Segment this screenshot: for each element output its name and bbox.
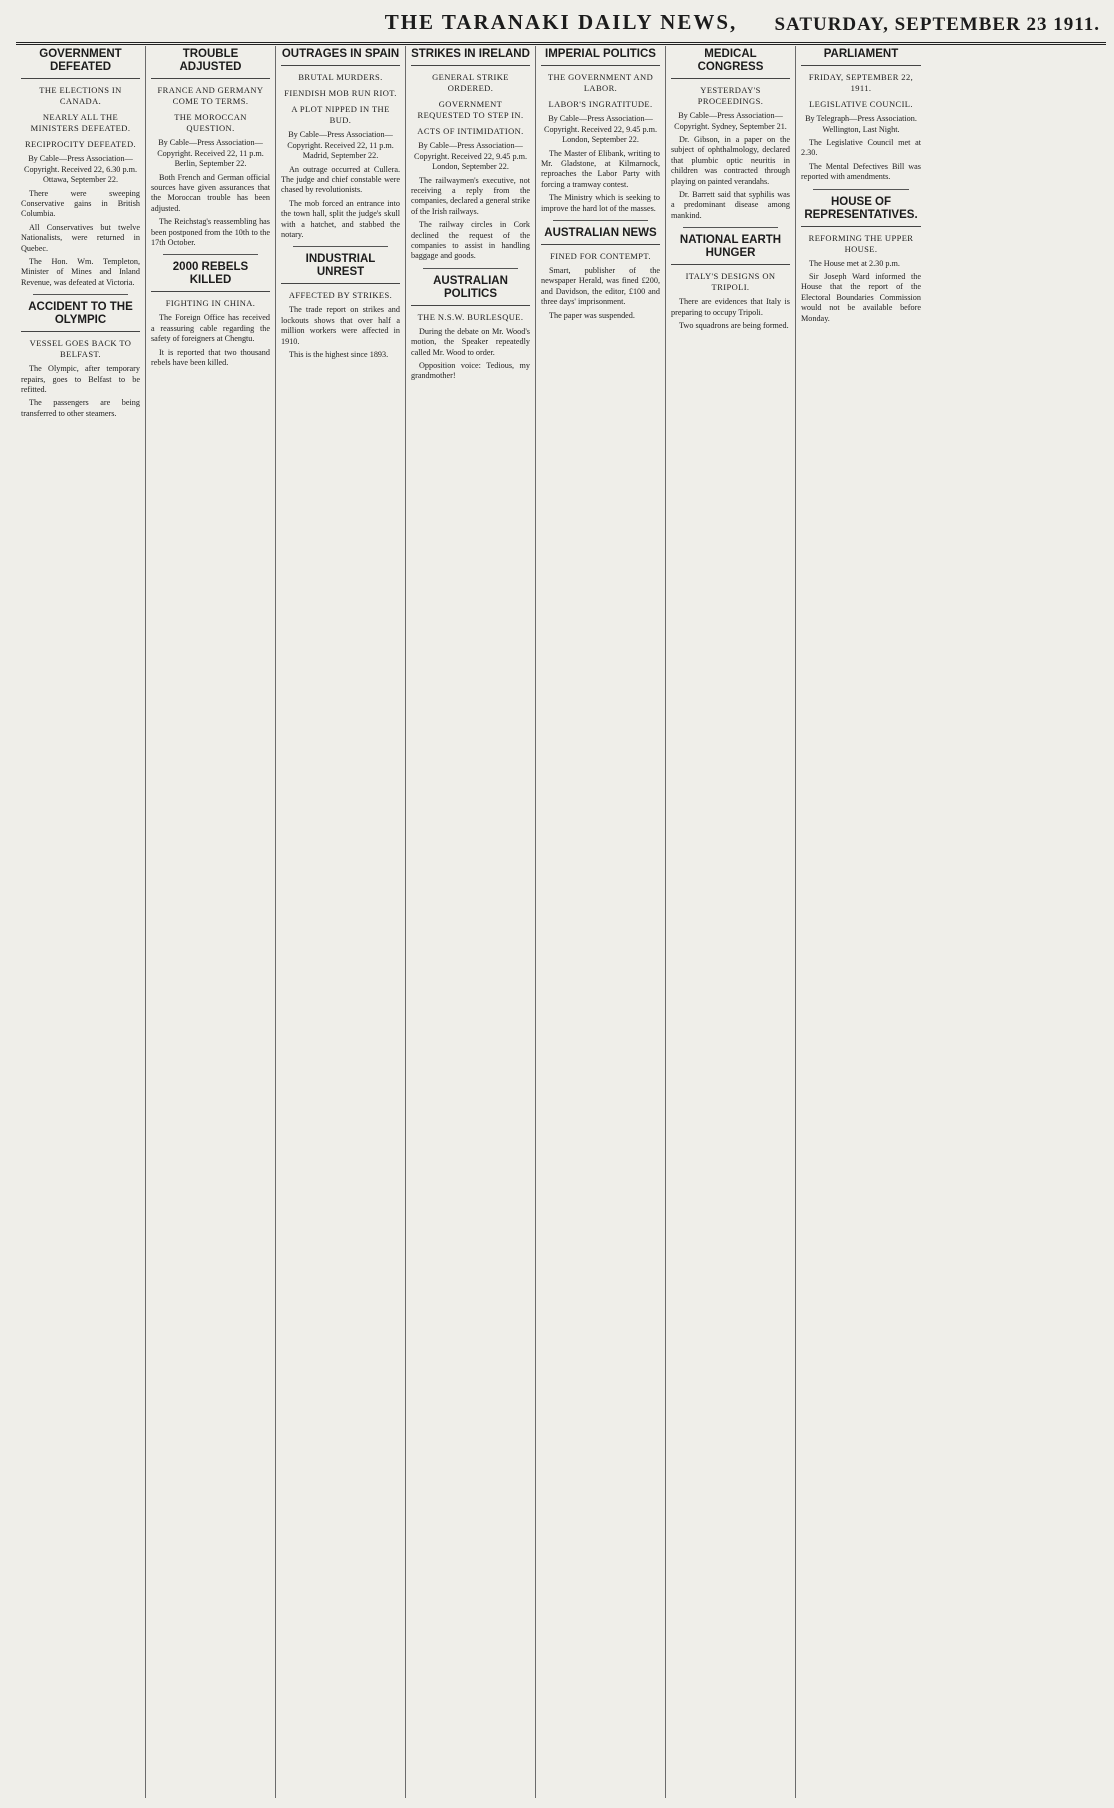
divider — [33, 294, 128, 295]
masthead — [16, 6, 1106, 45]
subheading: THE N.S.W. BURLESQUE. — [417, 311, 524, 322]
column-heading: TROUBLE ADJUSTED — [151, 48, 270, 79]
divider — [163, 254, 258, 255]
subheading: FIGHTING IN CHINA. — [165, 298, 256, 309]
article-paragraph: An outrage occurred at Cullera. The judge and chief constable were chased by revolutionists. — [281, 164, 400, 195]
column-7 — [796, 46, 926, 1798]
columns — [16, 46, 1106, 1798]
article-paragraph: The Master of Elibank, writing to Mr. Gladstone, at Kilmarnock, reproaches the Labor Party with forcing a tramway contest. — [541, 148, 660, 189]
article-paragraph: The railway circles in Cork declined the request of the companies to assist in handling baggage and goods. — [411, 220, 530, 261]
subheading: LABOR'S INGRATITUDE. — [548, 99, 653, 109]
subheading: THE MOROCCAN QUESTION. — [174, 112, 247, 133]
article-paragraph: Two squadrons are being formed. — [679, 321, 789, 331]
article-paragraph: The railwaymen's executive, not receiving a reply from the companies, declared a general strike of the Irish railways. — [411, 175, 530, 216]
column-5 — [536, 46, 666, 1798]
article-paragraph: There are evidences that Italy is preparing to occupy Tripoli. — [671, 297, 790, 317]
column-heading: STRIKES IN IRELAND — [411, 48, 530, 66]
dateline: By Cable—Press Association—Copyright. Received 22, 9.45 p.m. London, September 22. — [413, 141, 528, 171]
column-heading: PARLIAMENT — [801, 48, 921, 66]
column-2 — [146, 46, 276, 1798]
paper-title: THE TARANAKI DAILY NEWS, — [384, 10, 738, 34]
column-4 — [406, 46, 536, 1798]
paper-date: SATURDAY, SEPTEMBER 23 1911. — [774, 14, 1100, 35]
column-heading: ACCIDENT TO THE OLYMPIC — [21, 301, 140, 332]
divider — [683, 227, 778, 228]
article-paragraph: This is the highest since 1893. — [289, 349, 389, 359]
subheading: A PLOT NIPPED IN THE BUD. — [291, 104, 390, 125]
subheading: RECIPROCITY DEFEATED. — [24, 139, 137, 149]
article-paragraph: During the debate on Mr. Wood's motion, the Speaker repeatedly called Mr. Wood to order. — [411, 326, 530, 357]
subheading: BRUTAL MURDERS. — [298, 72, 383, 82]
article-paragraph: Both French and German official sources have given assurances that the Moroccan trouble has been adjusted. — [151, 172, 270, 213]
column-heading: 2000 REBELS KILLED — [151, 261, 270, 292]
subheading: FINED FOR CONTEMPT. — [550, 250, 651, 261]
dateline: By Cable—Press Association—Copyright. Received 22, 11 p.m. Berlin, September 22. — [157, 138, 264, 168]
divider — [813, 189, 909, 190]
subheading: THE GOVERNMENT AND LABOR. — [547, 72, 654, 93]
subheading: NEARLY ALL THE MINISTERS DEFEATED. — [30, 112, 131, 133]
subheading: AFFECTED BY STRIKES. — [288, 290, 393, 301]
column-heading: GOVERNMENT DEFEATED — [21, 48, 140, 79]
subheading: ITALY'S DESIGNS ON TRIPOLI. — [685, 271, 776, 293]
column-1 — [16, 46, 146, 1798]
column-heading: NATIONAL EARTH HUNGER — [671, 234, 790, 265]
article-paragraph: The paper was suspended. — [549, 310, 635, 320]
subheading: LEGISLATIVE COUNCIL. — [809, 99, 913, 109]
column-heading: AUSTRALIAN NEWS — [541, 227, 660, 245]
subheading: REFORMING THE UPPER HOUSE. — [808, 232, 914, 254]
subheading: VESSEL GOES BACK TO BELFAST. — [29, 338, 132, 360]
column-heading: IMPERIAL POLITICS — [541, 48, 660, 66]
divider — [553, 220, 648, 221]
dateline: By Cable—Press Association—Copyright. Received 22, 6.30 p.m. Ottawa, September 22. — [23, 154, 138, 184]
article-paragraph: Sir Joseph Ward informed the House that the report of the Electoral Boundaries Commission would not be available before Monday. — [801, 272, 921, 323]
divider — [423, 268, 518, 269]
article-paragraph: The House met at 2.30 p.m. — [809, 258, 900, 268]
article-paragraph: The Olympic, after temporary repairs, goes to Belfast to be refitted. — [21, 364, 140, 394]
column-3 — [276, 46, 406, 1798]
article-paragraph: Opposition voice: Tedious, my grandmother! — [411, 360, 530, 381]
subheading: GENERAL STRIKE ORDERED. — [432, 72, 509, 93]
dateline: By Telegraph—Press Association. Wellington, Last Night. — [805, 114, 917, 134]
subheading: FRIDAY, SEPTEMBER 22, 1911. — [808, 72, 914, 93]
article-paragraph: It is reported that two thousand rebels have been killed. — [151, 347, 270, 367]
article-paragraph: Dr. Gibson, in a paper on the subject of ophthalmology, declared that plumbic optic neuritis in children was contracted through playing on painted verandahs. — [671, 135, 790, 186]
column-6 — [666, 46, 796, 1798]
subheading: FRANCE AND GERMANY COME TO TERMS. — [157, 85, 264, 106]
article-paragraph: Smart, publisher of the newspaper Herald, was fined £200, and Davidson, the editor, £100 and three days' imprisonment. — [541, 265, 660, 307]
article-paragraph: The trade report on strikes and lockouts shows that over half a million workers were affected in 1910. — [281, 305, 400, 346]
article-paragraph: The Hon. Wm. Templeton, Minister of Mines and Inland Revenue, was defeated at Victoria. — [21, 256, 140, 287]
article-paragraph: Dr. Barrett said that syphilis was a predominant disease among mankind. — [671, 190, 790, 220]
subheading: ACTS OF INTIMIDATION. — [417, 126, 524, 136]
subheading: THE ELECTIONS IN CANADA. — [39, 85, 122, 106]
dateline: By Cable—Press Association—Copyright. Received 22, 9.45 p.m. London, September 22. — [543, 114, 658, 144]
column-heading: HOUSE OF REPRESENTATIVES. — [801, 196, 921, 227]
subheading: FIENDISH MOB RUN RIOT. — [284, 88, 397, 98]
article-paragraph: The mob forced an entrance into the town hall, split the judge's skull with a hatchet, and stabbed the notary. — [281, 198, 400, 239]
article-paragraph: The Ministry which is seeking to improve the hard lot of the masses. — [541, 193, 660, 213]
article-paragraph: The Legislative Council met at 2.30. — [801, 138, 921, 158]
column-heading: MEDICAL CONGRESS — [671, 48, 790, 79]
article-paragraph: All Conservatives but twelve Nationalists, were returned in Quebec. — [21, 222, 140, 253]
column-heading: OUTRAGES IN SPAIN — [281, 48, 400, 66]
subheading: YESTERDAY'S PROCEEDINGS. — [697, 85, 764, 106]
divider — [293, 246, 388, 247]
dateline: By Cable—Press Association—Copyright. Received 22, 11 p.m. Madrid, September 22. — [287, 130, 394, 160]
dateline: By Cable—Press Association—Copyright. Sydney, September 21. — [674, 111, 787, 131]
article-paragraph: The Foreign Office has received a reassuring cable regarding the safety of foreigners at Chengtu. — [151, 313, 270, 344]
article-paragraph: The Reichstag's reassembling has been postponed from the 10th to the 17th October. — [151, 217, 270, 247]
article-paragraph: The Mental Defectives Bill was reported with amendments. — [801, 161, 921, 182]
column-heading: AUSTRALIAN POLITICS — [411, 275, 530, 306]
article-paragraph: There were sweeping Conservative gains in British Columbia. — [21, 188, 140, 219]
subheading: GOVERNMENT REQUESTED TO STEP IN. — [417, 99, 524, 120]
article-paragraph: The passengers are being transferred to other steamers. — [21, 398, 140, 418]
column-heading: INDUSTRIAL UNREST — [281, 253, 400, 284]
